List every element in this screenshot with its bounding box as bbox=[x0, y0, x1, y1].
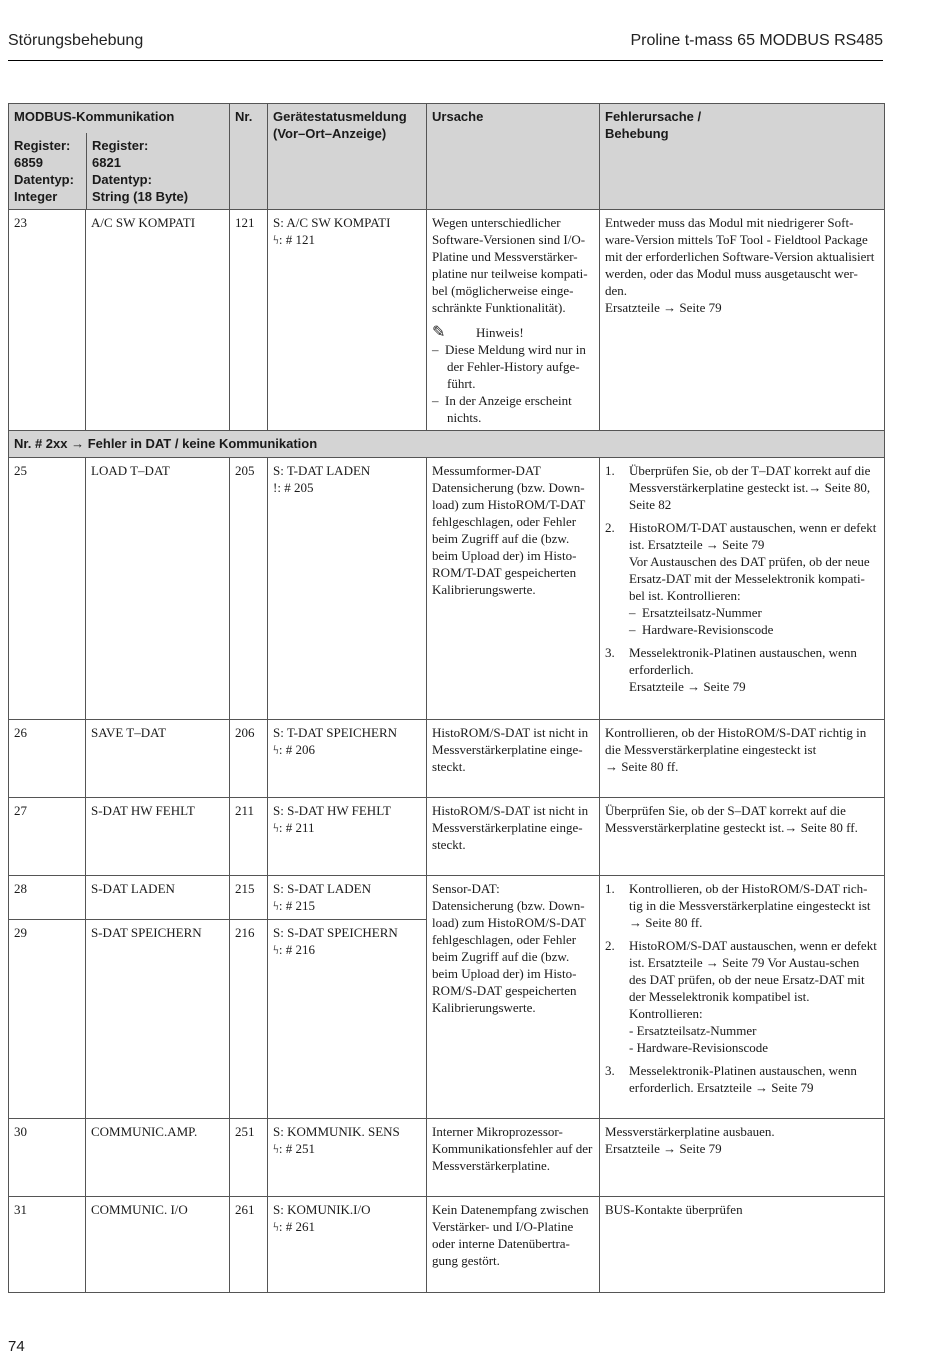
cell-ursache bbox=[427, 458, 600, 720]
cell-reg1: 31 bbox=[9, 1197, 86, 1293]
cell-fehlerursache bbox=[600, 798, 885, 876]
dash-glyph: – bbox=[629, 622, 636, 637]
table-row bbox=[9, 1119, 885, 1197]
cell-status-28 bbox=[268, 876, 426, 920]
ursache-line: Datensicherung (bzw. Down- bbox=[432, 480, 585, 495]
note-dash-item bbox=[432, 392, 594, 426]
cell-status bbox=[268, 876, 427, 1119]
cell-reg2: COMMUNIC.AMP. bbox=[86, 1119, 230, 1197]
dash-glyph: – bbox=[432, 393, 439, 408]
ursache-line: Kein Datenempfang zwischen bbox=[432, 1202, 589, 1217]
status-line: ϟ: # 215 bbox=[273, 898, 315, 913]
fehler-line: Überprüfen Sie, ob der S–DAT korrekt auf die bbox=[605, 803, 846, 818]
cell-reg2-29: S-DAT SPEICHERN bbox=[91, 925, 202, 940]
cell-status-29 bbox=[268, 920, 426, 962]
cell-ursache bbox=[427, 1197, 600, 1293]
ursache-line: bel (möglicherweise einge- bbox=[432, 283, 574, 298]
cell-reg1: 23 bbox=[9, 210, 86, 431]
table-row bbox=[9, 876, 885, 1119]
cell-fehlerursache bbox=[600, 1197, 885, 1293]
remedy-steps bbox=[605, 880, 879, 1096]
ursache-line: Interner Mikroprozessor- bbox=[432, 1124, 563, 1139]
table-row bbox=[9, 1197, 885, 1293]
header-reg2-line: Datentyp: bbox=[92, 172, 152, 187]
cell-status bbox=[268, 1119, 427, 1197]
step-number: 2. bbox=[605, 938, 615, 953]
cell-ursache bbox=[427, 876, 600, 1119]
cell-status bbox=[268, 210, 427, 431]
ursache-line: beim Upload der) im Histo- bbox=[432, 548, 577, 563]
fehler-line: den. bbox=[605, 283, 628, 298]
status-line: S: KOMUNIK.I/O bbox=[273, 1202, 371, 1217]
step-number: 1. bbox=[605, 881, 615, 896]
fehler-line: BUS-Kontakte überprüfen bbox=[605, 1202, 743, 1217]
cell-status bbox=[268, 798, 427, 876]
cell-nr: 211 bbox=[230, 798, 268, 876]
step-text: HistoROM/S-DAT austauschen, wenn er defekt ist. Ersatzteile → Seite 79 Vor Austau-schen des DAT prüfen, ob der neue Ersatz-DAT mit der Messelektronik kompatibel ist. Kontrollieren: bbox=[629, 938, 877, 1021]
ursache-line: Datensicherung (bzw. Down- bbox=[432, 898, 585, 913]
fehler-line: ware-Version mittels ToF Tool - Fieldtool Package bbox=[605, 232, 868, 247]
ursache-line: Messverstärkerplatine. bbox=[432, 1158, 551, 1173]
status-line: ϟ: # 211 bbox=[273, 820, 315, 835]
cell-reg2: S-DAT HW FEHLT bbox=[86, 798, 230, 876]
ursache-line: gung gestört. bbox=[432, 1253, 500, 1268]
step-number: 3. bbox=[605, 1063, 615, 1078]
status-line: !: # 205 bbox=[273, 480, 314, 495]
fehler-line: Messverstärkerplatine ausbauen. bbox=[605, 1124, 775, 1139]
status-line: S: T-DAT SPEICHERN bbox=[273, 725, 398, 740]
header-reg2-line: String (18 Byte) bbox=[92, 189, 189, 204]
cell-reg2: LOAD T–DAT bbox=[86, 458, 230, 720]
cell-nr: 121 bbox=[230, 210, 268, 431]
hinweis-label: Hinweis! bbox=[476, 325, 524, 340]
dash-glyph: – bbox=[629, 605, 636, 620]
section-title-2xx: Nr. # 2xx → Fehler in DAT / keine Kommunikation bbox=[9, 431, 885, 458]
status-line: ϟ: # 216 bbox=[273, 942, 315, 957]
remedy-steps bbox=[605, 462, 879, 695]
cell-reg1: 27 bbox=[9, 798, 86, 876]
cell-reg2: A/C SW KOMPATI bbox=[86, 210, 230, 431]
remedy-step bbox=[605, 462, 879, 513]
step-text: Vor Austauschen des DAT prüfen, ob der neue Ersatz-DAT mit der Messelektronik kompati-bel ist. Kontrollieren: bbox=[629, 554, 870, 603]
status-line: ϟ: # 121 bbox=[273, 232, 315, 247]
step-text: Kontrollieren, ob der HistoROM/S-DAT rich-tig in die Messverstärkerplatine eingesteckt ist → Seite 80 ff. bbox=[629, 881, 871, 930]
status-line: S: T-DAT LADEN bbox=[273, 463, 371, 478]
cell-ursache bbox=[427, 1119, 600, 1197]
ursache-line: steckt. bbox=[432, 759, 466, 774]
remedy-step bbox=[605, 644, 879, 695]
ursache-line: Messverstärkerplatine einge- bbox=[432, 742, 583, 757]
cell-status bbox=[268, 458, 427, 720]
step-text: Ersatzteile → Seite 79 bbox=[629, 679, 746, 694]
fehler-reference: Ersatzteile → Seite 79 bbox=[605, 300, 722, 315]
note-dash-item bbox=[432, 341, 594, 392]
ursache-line: Sensor-DAT: bbox=[432, 881, 500, 896]
cell-status bbox=[268, 720, 427, 798]
cell-fehlerursache bbox=[600, 720, 885, 798]
page-header bbox=[8, 30, 883, 61]
ursache-line: beim Zugriff auf die (bzw. bbox=[432, 949, 570, 964]
cell-reg1: 26 bbox=[9, 720, 86, 798]
step-text: HistoROM/T-DAT austauschen, wenn er defekt ist. Ersatzteile → Seite 79 bbox=[629, 520, 877, 552]
header-status-line: Gerätestatusmeldung bbox=[273, 109, 407, 124]
ursache-line: Verstärker- und I/O-Platine bbox=[432, 1219, 574, 1234]
step-text: Messelektronik-Platinen austauschen, wenn erforderlich. bbox=[629, 645, 857, 677]
dash-glyph: – bbox=[432, 342, 439, 357]
note-text: Diese Meldung wird nur in der Fehler-History aufge-führt. bbox=[445, 342, 586, 391]
ursache-line: HistoROM/S-DAT ist nicht in bbox=[432, 725, 589, 740]
cell-reg2-28: S-DAT LADEN bbox=[86, 876, 229, 920]
cell-status bbox=[268, 1197, 427, 1293]
fehler-line: Kontrollieren, ob der HistoROM/S-DAT richtig in bbox=[605, 725, 867, 740]
header-modbus-title: MODBUS-Kommunikation bbox=[14, 109, 175, 124]
header-reg2-line: 6821 bbox=[92, 155, 121, 170]
sub-item-text: - Hardware-Revisionscode bbox=[629, 1040, 768, 1055]
cell-nr: 251 bbox=[230, 1119, 268, 1197]
remedy-step bbox=[605, 880, 879, 931]
cell-fehlerursache bbox=[600, 876, 885, 1119]
ursache-line: Kalibrierungswerte. bbox=[432, 582, 536, 597]
cell-ursache bbox=[427, 210, 600, 431]
cell-fehlerursache bbox=[600, 1119, 885, 1197]
status-line: S: S-DAT LADEN bbox=[273, 881, 372, 896]
table-row bbox=[9, 210, 885, 431]
cell-nr: 261 bbox=[230, 1197, 268, 1293]
fehler-line: → Seite 80 ff. bbox=[605, 759, 679, 774]
status-line: ϟ: # 251 bbox=[273, 1141, 315, 1156]
ursache-line: Platine und Messverstärker- bbox=[432, 249, 578, 264]
cell-reg1-29: 29 bbox=[14, 925, 27, 940]
cell-nr: 206 bbox=[230, 720, 268, 798]
pencil-icon: ✎ bbox=[432, 324, 446, 341]
ursache-line: ROM/T-DAT gespeicherten bbox=[432, 565, 577, 580]
fehler-line: werden, oder das Modul muss ausgetauscht wer- bbox=[605, 266, 858, 281]
table-row bbox=[9, 720, 885, 798]
hinweis-note bbox=[432, 324, 594, 341]
table-row bbox=[9, 458, 885, 720]
header-register-6821 bbox=[86, 133, 229, 209]
sub-item-text: Hardware-Revisionscode bbox=[642, 622, 774, 637]
ursache-line: beim Zugriff auf die (bzw. bbox=[432, 531, 570, 546]
ursache-line: fehlgeschlagen, oder Fehler bbox=[432, 514, 577, 529]
step-number: 2. bbox=[605, 520, 615, 535]
header-reg1-line: Datentyp: bbox=[14, 172, 74, 187]
header-reg1-line: Integer bbox=[14, 189, 58, 204]
step-number: 1. bbox=[605, 463, 615, 478]
sub-item-text: - Ersatzteilsatz-Nummer bbox=[629, 1023, 757, 1038]
step-number: 3. bbox=[605, 645, 615, 660]
cell-ursache bbox=[427, 798, 600, 876]
ursache-line: schränkte Funktionalität). bbox=[432, 300, 566, 315]
remedy-step bbox=[605, 937, 879, 1056]
sub-dash-item bbox=[629, 604, 879, 621]
status-line: S: S-DAT HW FEHLT bbox=[273, 803, 391, 818]
section-row bbox=[9, 431, 885, 458]
header-product-title: Proline t-mass 65 MODBUS RS485 bbox=[630, 32, 883, 49]
ursache-line: Messverstärkerplatine einge- bbox=[432, 820, 583, 835]
cell-reg1: 30 bbox=[9, 1119, 86, 1197]
ursache-line: beim Upload der) im Histo- bbox=[432, 966, 577, 981]
ursache-line: fehlgeschlagen, oder Fehler bbox=[432, 932, 577, 947]
cell-reg1 bbox=[9, 876, 86, 1119]
ursache-line: load) zum HistoROM/S-DAT bbox=[432, 915, 586, 930]
header-section-title: Störungsbehebung bbox=[8, 32, 144, 49]
ursache-line: platine nur teilweise kompati- bbox=[432, 266, 588, 281]
header-fehler-line: Behebung bbox=[605, 126, 669, 141]
cell-reg2: COMMUNIC. I/O bbox=[86, 1197, 230, 1293]
ursache-line: Wegen unterschiedlicher bbox=[432, 215, 561, 230]
status-line: ϟ: # 261 bbox=[273, 1219, 315, 1234]
ursache-line: Software-Versionen sind I/O- bbox=[432, 232, 586, 247]
step-text: Überprüfen Sie, ob der T–DAT korrekt auf die Messverstärkerplatine gesteckt ist.→ Seite 80, Seite 82 bbox=[629, 463, 871, 512]
header-modbus bbox=[9, 104, 230, 210]
page-number: 74 bbox=[8, 1338, 25, 1355]
ursache-line: Kommunikationsfehler auf der bbox=[432, 1141, 593, 1156]
cell-fehlerursache bbox=[600, 210, 885, 431]
cell-nr-29: 216 bbox=[235, 925, 255, 940]
status-line: S: A/C SW KOMPATI bbox=[273, 215, 391, 230]
ursache-line: steckt. bbox=[432, 837, 466, 852]
header-status-line: (Vor–Ort–Anzeige) bbox=[273, 126, 387, 141]
remedy-step bbox=[605, 1062, 879, 1096]
cell-reg1-28: 28 bbox=[9, 876, 85, 920]
cell-fehlerursache bbox=[600, 458, 885, 720]
ursache-line: Kalibrierungswerte. bbox=[432, 1000, 536, 1015]
step-text: Messelektronik-Platinen austauschen, wenn erforderlich. Ersatzteile → Seite 79 bbox=[629, 1063, 857, 1095]
table-row bbox=[9, 798, 885, 876]
header-reg2-line: Register: bbox=[92, 138, 149, 153]
fehler-line: Entweder muss das Modul mit niedrigerer Soft- bbox=[605, 215, 854, 230]
status-line: ϟ: # 206 bbox=[273, 742, 315, 757]
sub-item-text: Ersatzteilsatz-Nummer bbox=[642, 605, 762, 620]
ursache-line: ROM/S-DAT gespeicherten bbox=[432, 983, 577, 998]
table-header-row bbox=[9, 104, 885, 210]
header-status bbox=[268, 104, 427, 210]
fehler-line: Ersatzteile → Seite 79 bbox=[605, 1141, 722, 1156]
note-text: In der Anzeige erscheint nichts. bbox=[445, 393, 572, 425]
cell-ursache bbox=[427, 720, 600, 798]
fehler-line: mit der erforderlichen Software-Version aktualisiert bbox=[605, 249, 875, 264]
ursache-line: oder interne Datenübertra- bbox=[432, 1236, 570, 1251]
header-register-6859 bbox=[9, 133, 86, 209]
status-line: S: KOMMUNIK. SENS bbox=[273, 1124, 400, 1139]
header-reg1-line: Register: bbox=[14, 138, 71, 153]
error-table bbox=[8, 103, 885, 1293]
header-ursache: Ursache bbox=[427, 104, 600, 210]
header-fehlerursache bbox=[600, 104, 885, 210]
header-fehler-line: Fehlerursache / bbox=[605, 109, 702, 124]
header-nr: Nr. bbox=[230, 104, 268, 210]
status-line: S: S-DAT SPEICHERN bbox=[273, 925, 398, 940]
sub-dash-item bbox=[629, 621, 879, 638]
ursache-line: load) zum HistoROM/T-DAT bbox=[432, 497, 586, 512]
cell-reg2: SAVE T–DAT bbox=[86, 720, 230, 798]
header-reg1-line: 6859 bbox=[14, 155, 43, 170]
cell-reg2 bbox=[86, 876, 230, 1119]
remedy-step bbox=[605, 519, 879, 638]
fehler-line: Messverstärkerplatine gesteckt ist.→ Seite 80 ff. bbox=[605, 820, 858, 835]
fehler-line: die Messverstärkerplatine eingesteckt ist bbox=[605, 742, 817, 757]
cell-reg1: 25 bbox=[9, 458, 86, 720]
ursache-line: HistoROM/S-DAT ist nicht in bbox=[432, 803, 589, 818]
cell-nr: 205 bbox=[230, 458, 268, 720]
cell-nr-28: 215 bbox=[230, 876, 267, 920]
ursache-line: Messumformer-DAT bbox=[432, 463, 541, 478]
cell-nr bbox=[230, 876, 268, 1119]
